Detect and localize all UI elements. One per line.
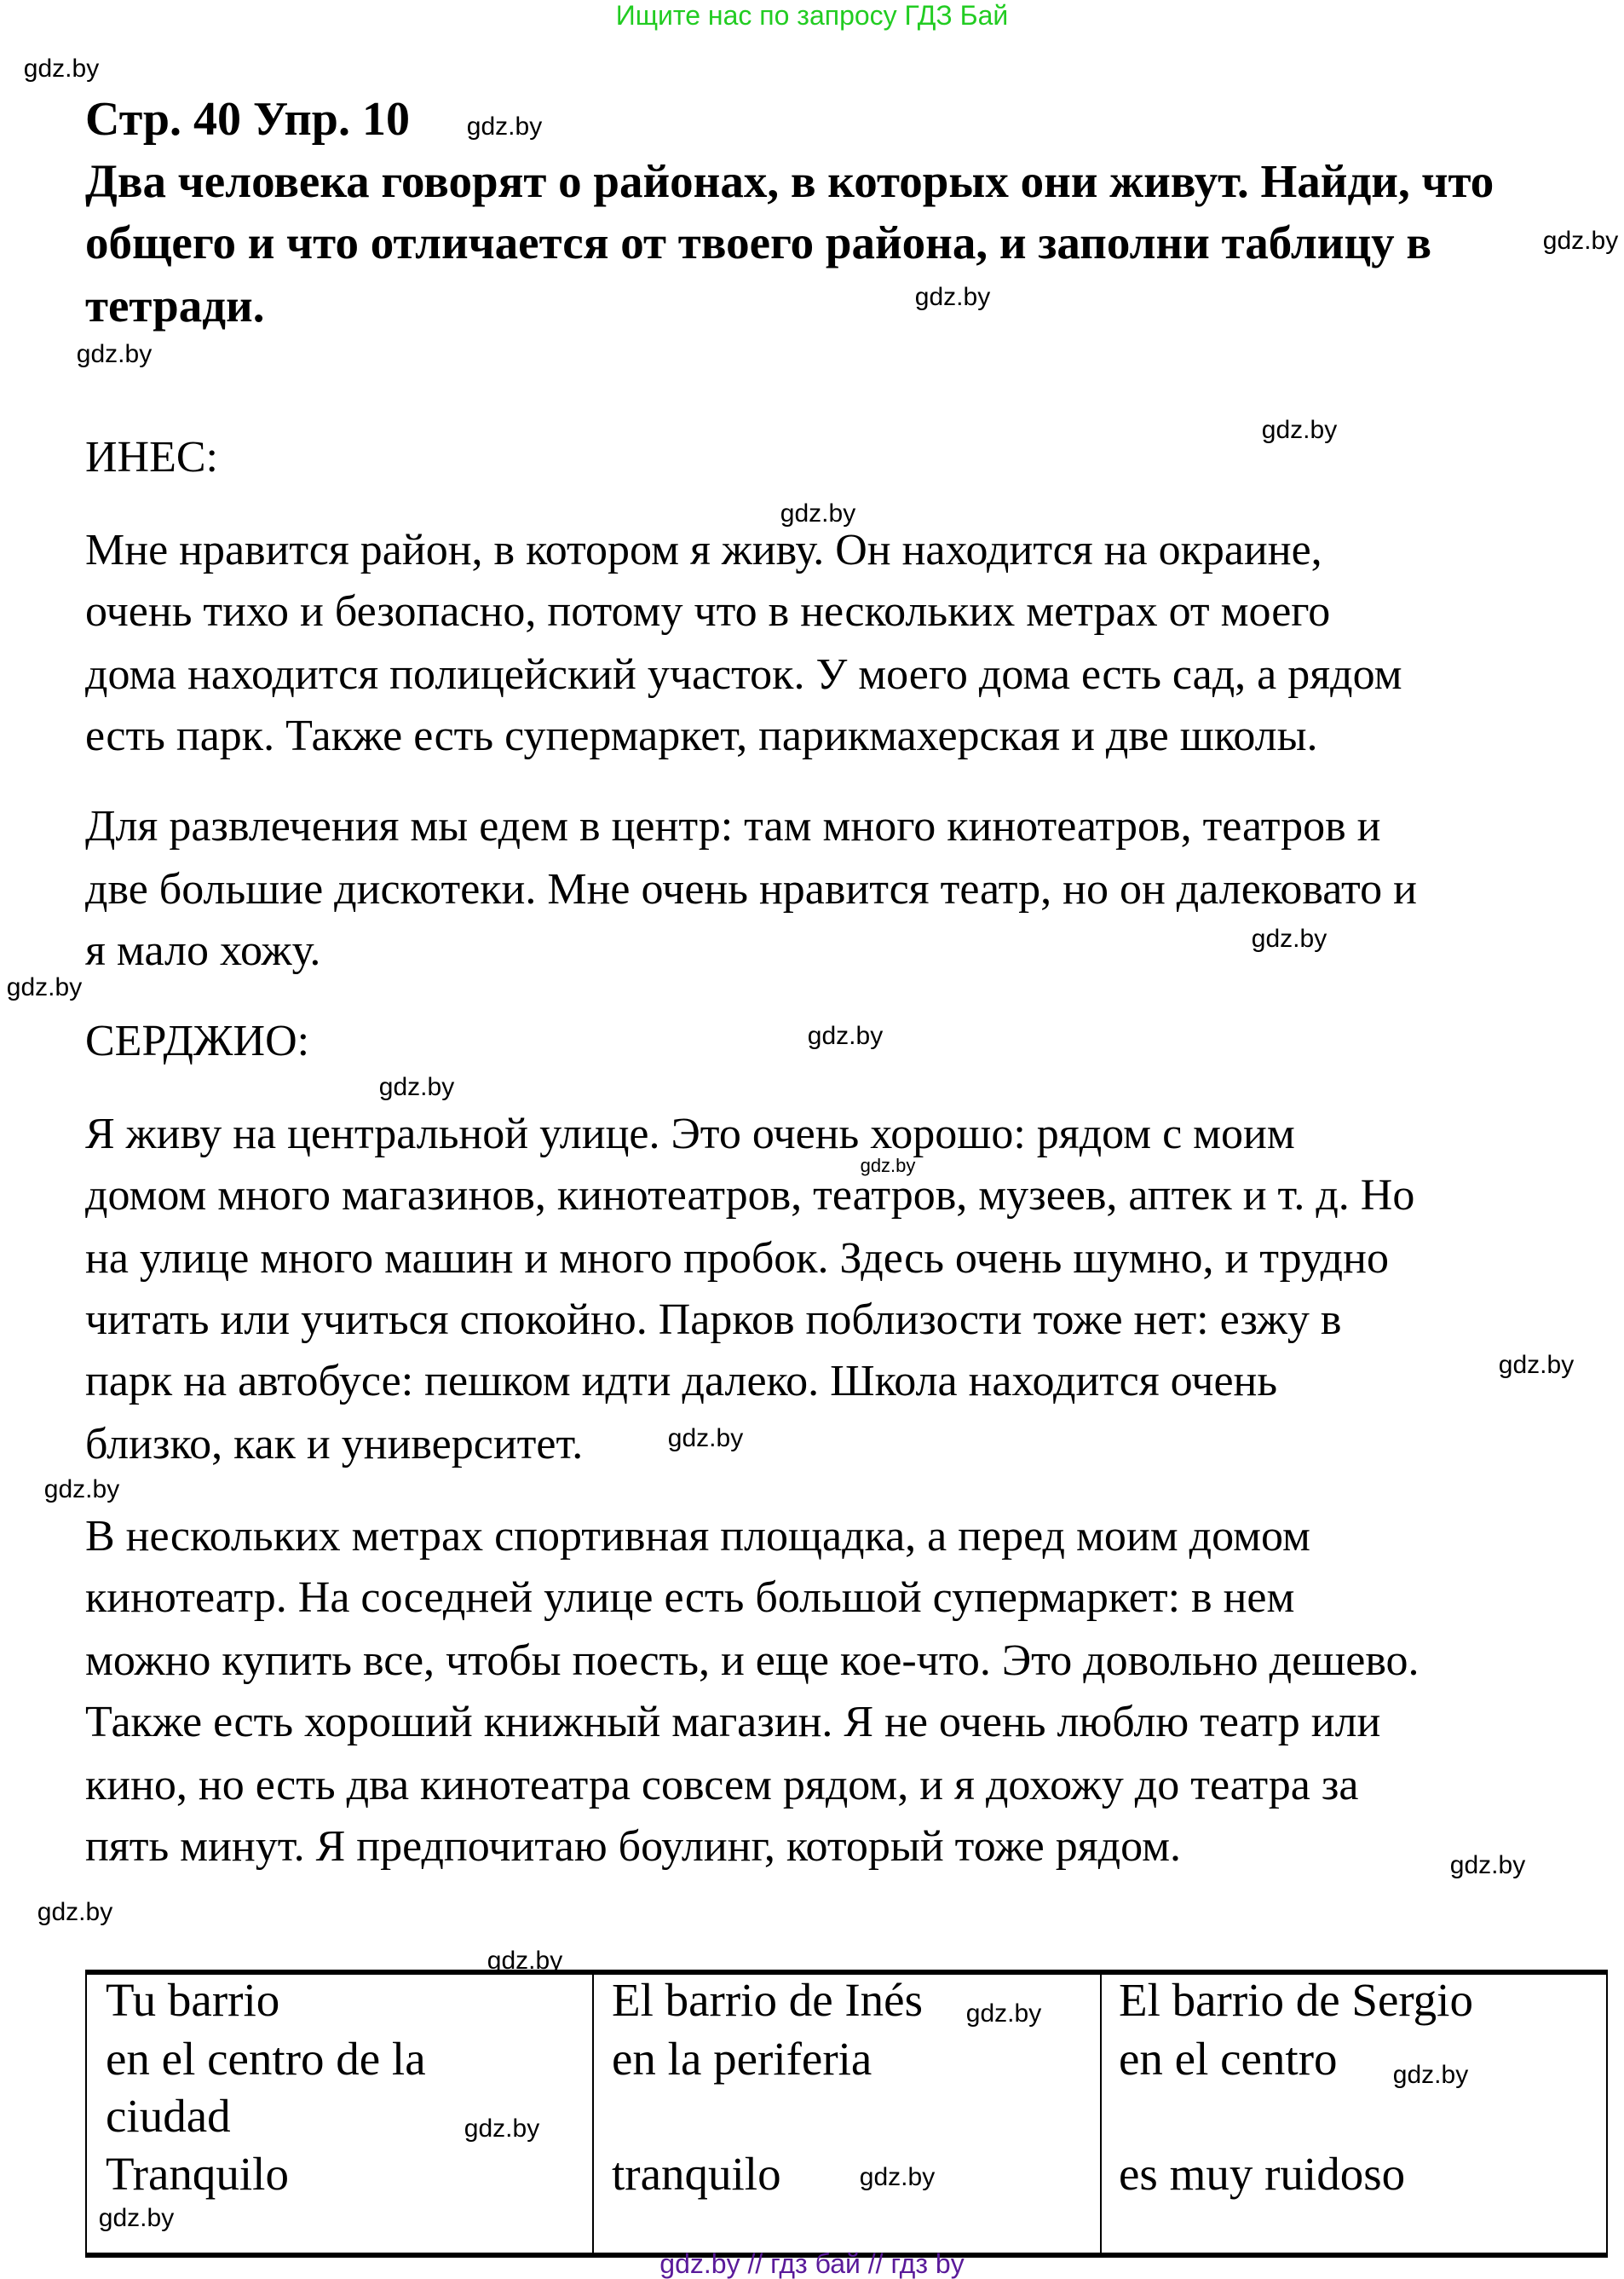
watermark: gdz.by bbox=[965, 1999, 1042, 2028]
speaker-ines: ИНЕС: bbox=[85, 433, 218, 482]
footer-links: gdz.by // гдз бай // гдз by bbox=[659, 2248, 965, 2279]
text-line: Также есть хороший книжный магазин. Я не очень люблю театр или bbox=[85, 1698, 1381, 1746]
watermark: gdz.by bbox=[1251, 925, 1327, 953]
table-cell: tranquilo bbox=[612, 2148, 781, 2200]
table-cell: en la periferia bbox=[612, 2033, 872, 2085]
text-line: две большие дискотеки. Мне очень нравится театр, но он далековато и bbox=[85, 865, 1417, 914]
table-cell: es muy ruidoso bbox=[1119, 2148, 1406, 2200]
table-divider bbox=[1100, 1970, 1102, 2258]
table-header-tu-barrio: Tu barrio bbox=[106, 1974, 280, 2026]
text-line: домом много магазинов, кинотеатров, театров, музеев, аптек и т. д. Но bbox=[85, 1171, 1415, 1220]
watermark: gdz.by bbox=[464, 2115, 540, 2143]
watermark: gdz.by bbox=[1449, 1851, 1526, 1879]
watermark: gdz.by bbox=[667, 1424, 744, 1452]
watermark: gdz.by bbox=[807, 1022, 884, 1050]
watermark: gdz.by bbox=[37, 1898, 113, 1926]
watermark: gdz.by bbox=[6, 973, 83, 1001]
watermark: gdz.by bbox=[487, 1947, 563, 1975]
text-line: я мало хожу. bbox=[85, 926, 321, 975]
table-header-sergio: El barrio de Sergio bbox=[1119, 1974, 1473, 2026]
watermark: gdz.by bbox=[1542, 227, 1619, 255]
search-banner: Ищите нас по запросу ГДЗ Бай bbox=[615, 0, 1009, 31]
instruction-line: тетради. bbox=[85, 280, 265, 332]
text-line: есть парк. Также есть супермаркет, парикмахерская и две школы. bbox=[85, 712, 1318, 760]
text-line: кино, но есть два кинотеатра совсем рядом, и я дохожу до театра за bbox=[85, 1761, 1359, 1809]
text-line: дома находится полицейский участок. У моего дома есть сад, а рядом bbox=[85, 650, 1402, 699]
page-title: Стр. 40 Упр. 10 bbox=[85, 93, 410, 146]
text-line: пять минут. Я предпочитаю боулинг, который тоже рядом. bbox=[85, 1822, 1182, 1871]
text-line: читать или учиться спокойно. Парков поблизости тоже нет: езжу в bbox=[85, 1295, 1342, 1344]
watermark: gdz.by bbox=[23, 55, 100, 83]
text-line: Я живу на центральной улице. Это очень хорошо: рядом с моим bbox=[85, 1110, 1295, 1158]
watermark: gdz.by bbox=[914, 283, 991, 311]
text-line: кинотеатр. На соседней улице есть большой супермаркет: в нем bbox=[85, 1573, 1295, 1622]
watermark: gdz.by bbox=[1498, 1351, 1575, 1379]
table-cell: ciudad bbox=[106, 2090, 231, 2142]
text-line: Для развлечения мы едем в центр: там много кинотеатров, театров и bbox=[85, 802, 1381, 851]
watermark: gdz.by bbox=[98, 2204, 175, 2232]
watermark: gdz.by bbox=[1392, 2061, 1469, 2089]
table-header-ines: El barrio de Inés bbox=[612, 1974, 923, 2026]
text-line: близко, как и университет. bbox=[85, 1420, 584, 1468]
instruction-line: общего и что отличается от твоего района, и заполни таблицу в bbox=[85, 216, 1432, 268]
watermark: gdz.by bbox=[378, 1073, 455, 1101]
table-divider bbox=[592, 1970, 594, 2258]
table-cell: en el centro de la bbox=[106, 2033, 426, 2085]
text-line: парк на автобусе: пешком идти далеко. Школа находится очень bbox=[85, 1357, 1278, 1405]
watermark: gdz.by bbox=[860, 1155, 916, 1176]
text-line: можно купить все, чтобы поесть, и еще кое-что. Это довольно дешево. bbox=[85, 1636, 1420, 1685]
watermark: gdz.by bbox=[780, 499, 856, 528]
watermark: gdz.by bbox=[1261, 416, 1338, 444]
table-cell: Tranquilo bbox=[106, 2148, 289, 2200]
watermark: gdz.by bbox=[466, 113, 543, 141]
text-line: В нескольких метрах спортивная площадка, а перед моим домом bbox=[85, 1512, 1310, 1561]
text-line: Мне нравится район, в котором я живу. Он находится на окраине, bbox=[85, 526, 1322, 574]
speaker-sergio: СЕРДЖИО: bbox=[85, 1017, 310, 1065]
watermark: gdz.by bbox=[43, 1475, 120, 1503]
watermark: gdz.by bbox=[859, 2163, 936, 2191]
instruction-line: Два человека говорят о районах, в которых они живут. Найди, что bbox=[85, 155, 1494, 207]
text-line: очень тихо и безопасно, потому что в нескольких метрах от моего bbox=[85, 587, 1331, 636]
table-cell: en el centro bbox=[1119, 2033, 1338, 2085]
text-line: на улице много машин и много пробок. Здесь очень шумно, и трудно bbox=[85, 1234, 1389, 1283]
watermark: gdz.by bbox=[76, 340, 153, 368]
